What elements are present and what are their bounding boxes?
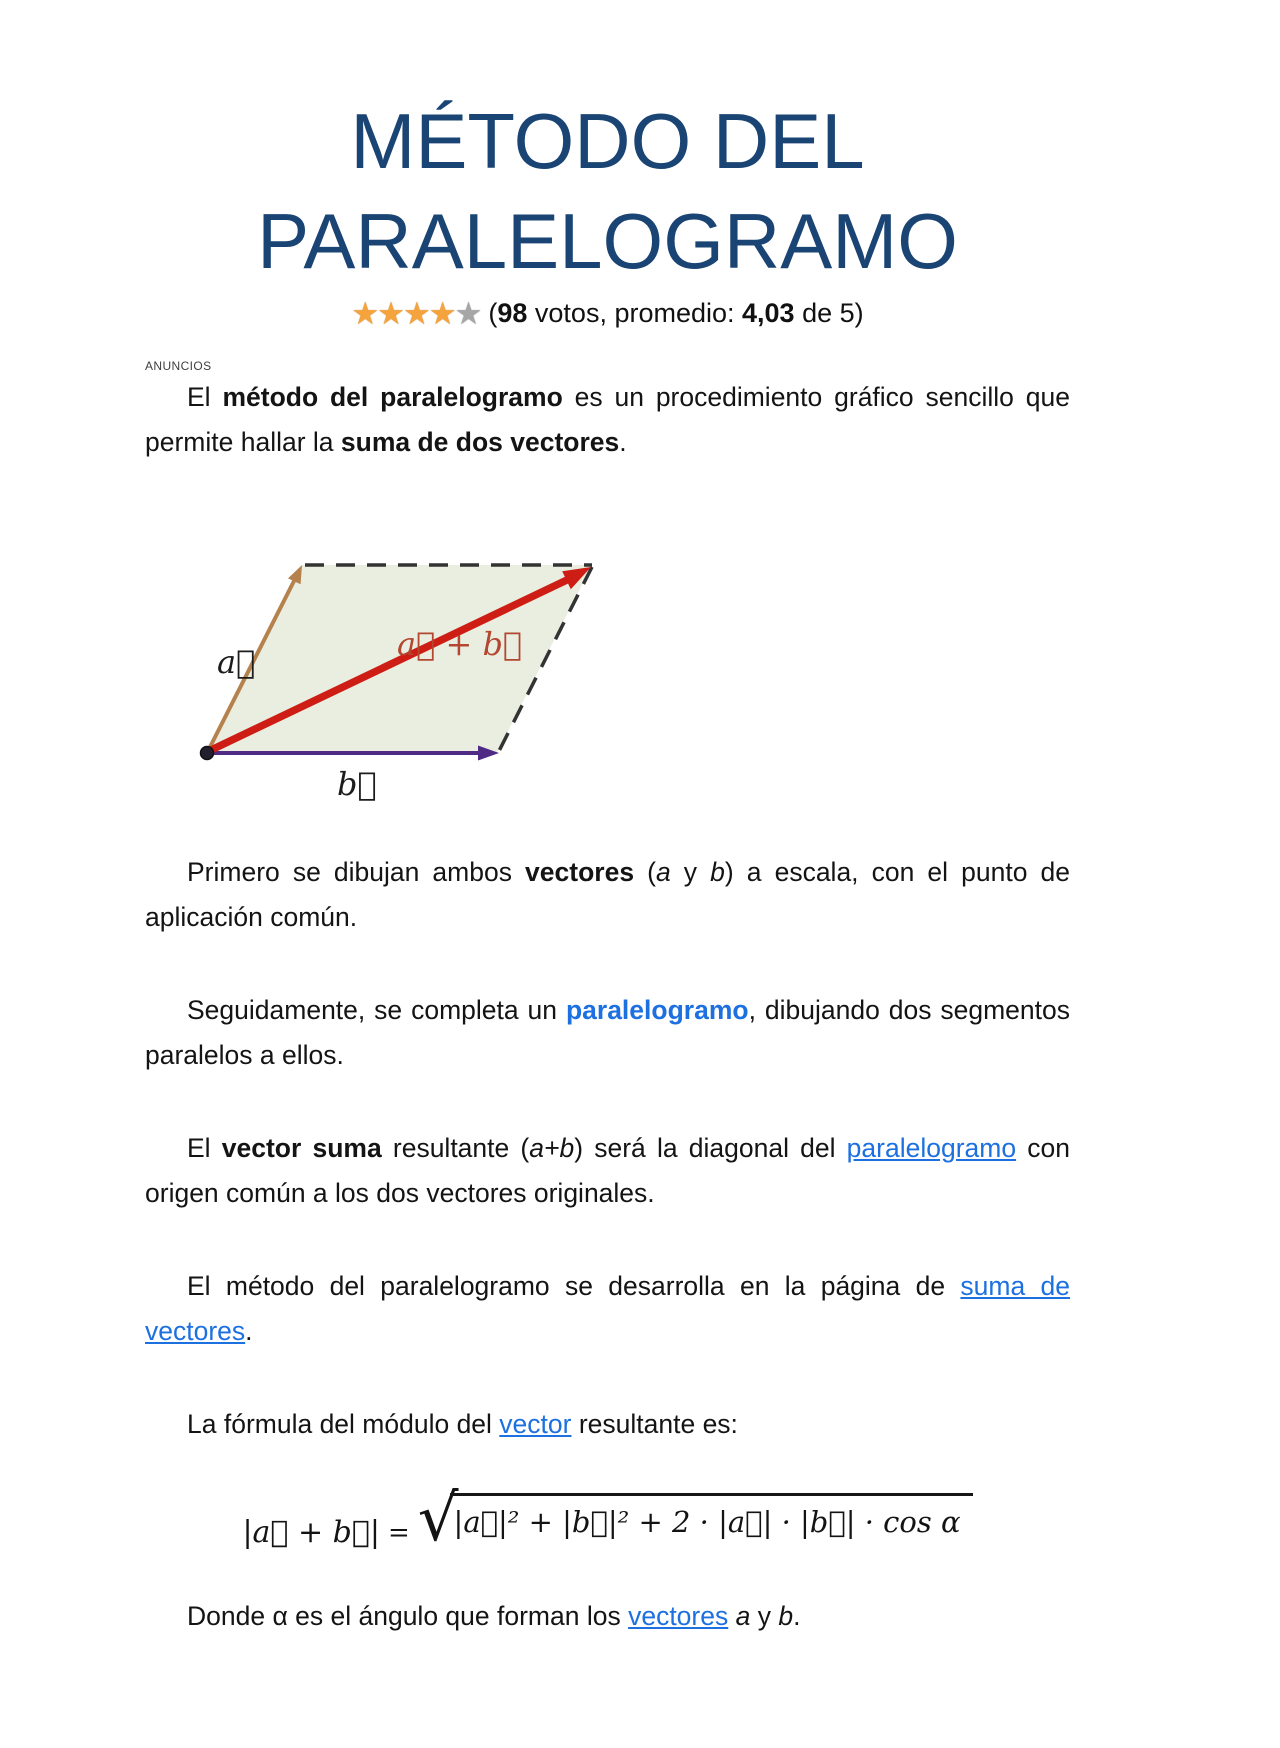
text-run: La fórmula del módulo del bbox=[187, 1409, 500, 1440]
star-icon[interactable]: ★ bbox=[377, 295, 403, 331]
text-run: a bbox=[655, 856, 671, 887]
text-run: ) a escala, con el punto de aplicación común. bbox=[145, 856, 1070, 932]
paragraph-angle-note bbox=[145, 1594, 1070, 1639]
page-title-line2: PARALELOGRAMO bbox=[257, 196, 958, 285]
text-link[interactable]: paralelogramo bbox=[565, 994, 749, 1025]
text-run: con origen común a los dos vectores originales. bbox=[145, 1132, 1070, 1208]
document-page bbox=[145, 92, 1070, 1639]
vector-a-label: a⃗ bbox=[217, 642, 256, 681]
rating-row bbox=[145, 295, 1070, 331]
text-run: . bbox=[619, 426, 627, 457]
text-run: Donde α es el ángulo que forman los bbox=[187, 1601, 629, 1632]
text-run: b bbox=[710, 856, 725, 887]
text-run: ) será la diagonal del bbox=[574, 1132, 847, 1163]
module-formula bbox=[242, 1482, 972, 1557]
star-icon[interactable]: ★ bbox=[402, 295, 429, 331]
parallelogram-figure bbox=[187, 513, 599, 801]
text-run: Seguidamente, se completa un bbox=[187, 994, 566, 1025]
text-run bbox=[728, 1601, 735, 1631]
vector-b-label: b⃗ bbox=[337, 764, 377, 801]
paragraph-step3 bbox=[145, 1126, 1070, 1216]
text-run: . bbox=[793, 1601, 801, 1632]
text-run: es un procedimiento gráfico sencillo que permite hallar la bbox=[145, 381, 1070, 457]
text-run: 4,03 bbox=[742, 297, 795, 328]
paragraph-step2 bbox=[145, 988, 1070, 1078]
text-run: y bbox=[750, 1601, 779, 1632]
paragraph-reference bbox=[145, 1264, 1070, 1354]
paragraph-step1 bbox=[145, 850, 1070, 940]
text-run: Primero se dibujan ambos bbox=[187, 856, 526, 887]
text-run: de 5) bbox=[794, 297, 864, 328]
text-run: suma de dos vectores bbox=[340, 426, 620, 457]
text-run: El bbox=[187, 381, 223, 412]
formula-block bbox=[145, 1482, 1070, 1557]
vector-diagram bbox=[187, 513, 599, 806]
text-run: a+b bbox=[529, 1132, 575, 1163]
page-title bbox=[145, 92, 1070, 292]
star-icon[interactable]: ★ bbox=[454, 295, 481, 331]
rating-text bbox=[488, 298, 863, 329]
text-run: , dibujando dos segmentos paralelos a ellos. bbox=[145, 994, 1070, 1070]
text-link[interactable]: suma de vectores bbox=[145, 1271, 1071, 1347]
text-run: ( bbox=[488, 297, 498, 328]
vector-a-arrowhead bbox=[288, 565, 302, 584]
text-link[interactable]: vectores bbox=[628, 1601, 729, 1632]
paragraph-intro bbox=[145, 375, 1070, 465]
text-run: vector suma bbox=[221, 1132, 382, 1163]
text-run: resultante ( bbox=[381, 1132, 530, 1163]
text-link[interactable]: vector bbox=[499, 1409, 572, 1440]
text-run: 98 bbox=[497, 297, 528, 328]
paragraph-formula-intro bbox=[145, 1402, 1070, 1447]
star-icon[interactable]: ★ bbox=[428, 295, 455, 331]
radicand: |a⃗|² + |b⃗|² + 2 · |a⃗| · |b⃗| · cos α bbox=[450, 1493, 973, 1539]
star-rating[interactable] bbox=[351, 295, 481, 331]
formula-equals: = bbox=[387, 1518, 410, 1549]
ads-label: ANUNCIOS bbox=[145, 358, 212, 373]
formula-lhs: |a⃗ + b⃗| bbox=[242, 1515, 380, 1551]
text-run: método del paralelogramo bbox=[222, 381, 563, 412]
text-link[interactable]: paralelogramo bbox=[846, 1132, 1017, 1163]
radical-symbol: √ bbox=[417, 1482, 459, 1557]
vector-sum-label: a⃗ + b⃗ bbox=[397, 624, 523, 663]
star-icon[interactable]: ★ bbox=[351, 295, 378, 331]
text-run: b bbox=[778, 1601, 794, 1632]
text-run: El bbox=[187, 1132, 222, 1163]
origin-point bbox=[201, 746, 214, 759]
text-run: y bbox=[670, 856, 711, 887]
text-run: resultante es: bbox=[571, 1409, 738, 1440]
text-run: El método del paralelogramo se desarrolla en la página de bbox=[187, 1271, 961, 1302]
text-run: ( bbox=[634, 856, 656, 887]
page-title-line1: MÉTODO DEL bbox=[350, 97, 865, 185]
text-run: votos, promedio: bbox=[527, 297, 743, 328]
text-run: vectores bbox=[525, 856, 635, 887]
square-root bbox=[417, 1482, 973, 1557]
text-run: . bbox=[245, 1316, 253, 1347]
text-run: a bbox=[735, 1601, 751, 1632]
